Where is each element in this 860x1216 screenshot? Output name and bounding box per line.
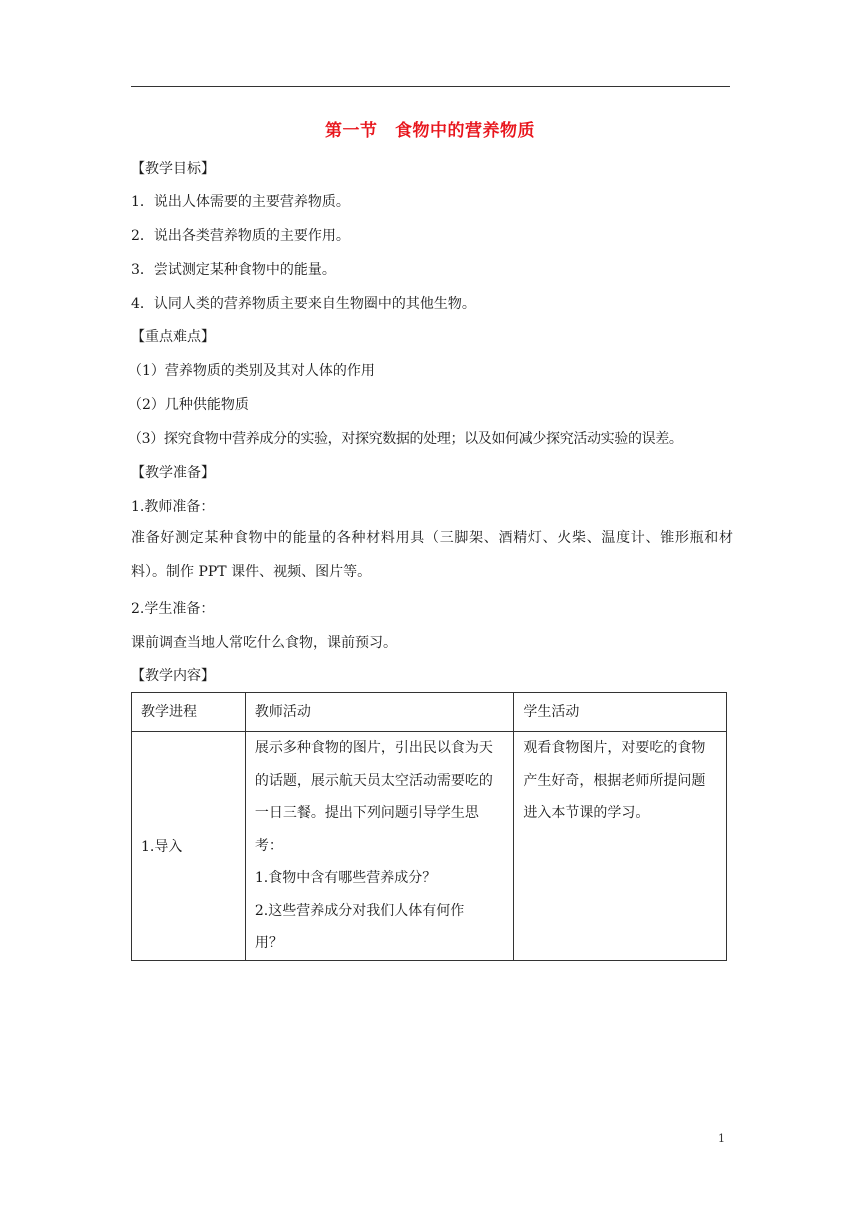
student-activity-cell bbox=[514, 732, 727, 961]
key-points-heading: 【重点难点】 bbox=[131, 329, 215, 345]
objective-item-2: 2．说出各类营养物质的主要作用。 bbox=[131, 228, 350, 244]
header-rule bbox=[131, 86, 730, 87]
student-prep-text: 课前调查当地人常吃什么食物，课前预习。 bbox=[131, 635, 397, 651]
header-student-activity: 学生活动 bbox=[514, 693, 727, 732]
teacher-activity-line: 一日三餐。提出下列问题引导学生思 bbox=[254, 805, 479, 821]
table-header-row bbox=[132, 693, 727, 732]
student-activity-line: 观看食物图片，对要吃的食物 bbox=[523, 740, 706, 756]
objectives-heading: 【教学目标】 bbox=[131, 161, 215, 177]
student-prep-label: 2.学生准备： bbox=[131, 601, 215, 617]
header-teacher-activity: 教师活动 bbox=[245, 693, 513, 732]
teacher-activity-line: 用？ bbox=[254, 935, 283, 951]
key-point-item-1: （1）营养物质的类别及其对人体的作用 bbox=[128, 363, 375, 379]
content-heading: 【教学内容】 bbox=[131, 668, 215, 684]
teacher-activity-cell bbox=[245, 732, 513, 961]
page-title: 第一节 食物中的营养物质 bbox=[325, 121, 535, 141]
header-stage: 教学进程 bbox=[132, 693, 246, 732]
teacher-prep-text: 准备好测定某种食物中的能量的各种材料用具（三脚架、酒精灯、火柴、温度计、锥形瓶和材料）。制作 PPT 课件、视频、图片等。 bbox=[131, 530, 733, 580]
teacher-activity-line: 考： bbox=[254, 837, 283, 854]
teacher-activity-line: 的话题，展示航天员太空活动需要吃的 bbox=[254, 772, 493, 789]
objective-item-1: 1．说出人体需要的主要营养物质。 bbox=[131, 194, 350, 210]
teacher-activity-line: 展示多种食物的图片，引出民以食为天 bbox=[254, 740, 493, 756]
teacher-prep-label: 1.教师准备： bbox=[131, 499, 215, 515]
key-point-item-3: （3）探究食物中营养成分的实验，对探究数据的处理；以及如何减少探究活动实验的误差。 bbox=[128, 431, 683, 447]
teacher-activity-line: 2.这些营养成分对我们人体有何作 bbox=[254, 902, 465, 919]
objective-item-4: 4．认同人类的营养物质主要来自生物圈中的其他生物。 bbox=[131, 296, 476, 312]
page-number: 1 bbox=[718, 1132, 725, 1145]
content-table bbox=[131, 692, 727, 961]
objective-item-3: 3．尝试测定某种食物中的能量。 bbox=[131, 262, 336, 278]
student-activity-line: 进入本节课的学习。 bbox=[523, 805, 650, 821]
table-row bbox=[132, 732, 727, 961]
teacher-activity-line: 1.食物中含有哪些营养成分？ bbox=[254, 870, 437, 886]
stage-cell: 1.导入 bbox=[132, 732, 246, 961]
student-activity-line: 产生好奇，根据老师所提问题 bbox=[523, 772, 706, 789]
key-point-item-2: （2）几种供能物质 bbox=[128, 397, 249, 413]
preparation-heading: 【教学准备】 bbox=[131, 465, 215, 481]
